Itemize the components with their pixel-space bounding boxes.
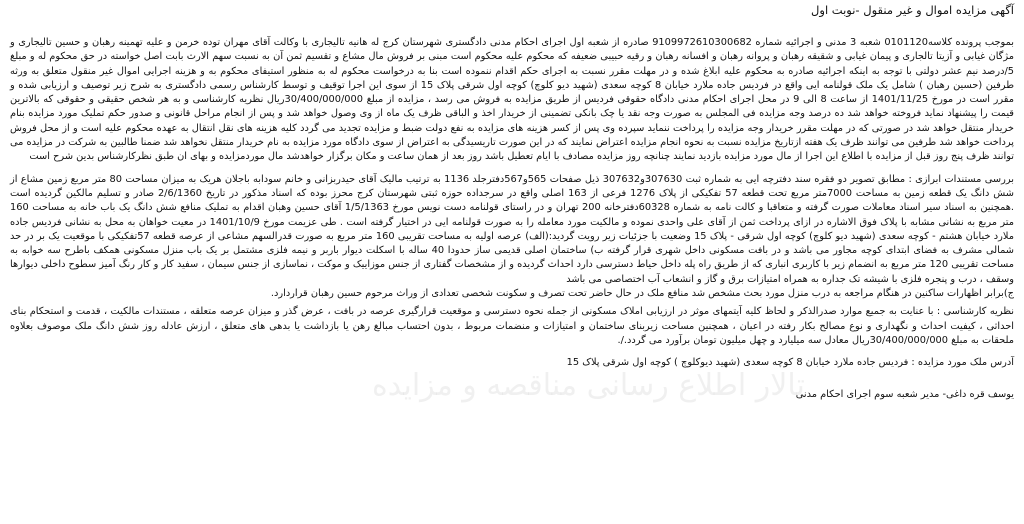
signature-line: یوسف قره داغی- مدیر شعبه سوم اجرای احکام مدنی — [795, 389, 1014, 401]
watermark: تالار اطلاع رسانی مناقصه و مزایده — [372, 368, 805, 403]
property-address: آدرس ملک مورد مزایده : فردیس جاده ملارد خیابان 8 کوچه سعدی (شهید دیوکلوچ ) کوچه اول شرقی پلاک 15 — [566, 357, 1014, 369]
inspection-paragraph: بررسی مستندات ابرازی : مطابق تصویر دو فقره سند دفترچه ایی به شماره ثبت 307630و307632 ذیل صفحات 565و567دفترجلد 1136 به ترتیب مالیک آقای حیدربزانی و خانم سودابه باجلان هریک به میزان مساحت 80 متر مربع زمین مشاع از شش دانگ یک قطعه زمین به مساحت 7000متر مربع تحت قطعه 57 تفکیکی از پلاک 1276 فرعی از 163 اصلی واقع در سرجداده حوزه ثبتی شهرستان کرج محرز بوده که اسناد مذکور در تاریخ 2/6/1360 صادر و تسلیم مالکین گردیده است .همچنین به اسناد سیر اسناد معاملات صورت گرفته و متعاقبا و کالت نامه به شماره 60328دفترخانه 200 تهران و در راستای قولنامه دست نویس مورخ 1/5/1363 آقای حسین وهبان اقدام به تملیک منافع شش دانگ یک باب خانه به مساحت 160 متر مربع به نشانی مشابه با پلاک فوق الاشاره در ازای پرداخت ثمن از آقای علی واحدی نموده و مالکیت مورد معامله را به صورت قولنامه ایی در اختیار گرفته است . طی عزیمت مورخ 1401/10/9 در معیت خواهان به محل به نشانی فردیس جاده ملارد خیابان هشتم - کوچه سعدی (شهید دیو کلوچ) کوچه اول شرقی - پلاک 15 وضعیت با جزئیات زیر رویت گردید:(الف) عرصه اولیه به مساحت تقریبی 160 متر مربع به صورت قدرالسهم مشاعی از عرصه قطعه 57تفکیکی با موقعیت یک بر در حد شمالی مشرف به فضای ابتدای کوچه مجاور می باشد و در بافت مسکونی داخل شهری قرار گرفته ب) ساختمان اصلی قدیمی ساز حدودا 40 ساله با اسکلت دیوار باربر و نیمه فلزی مشتمل بر یک باب منزل مسکونی همکف باطرح سه خوابه به مساحت تقریبی 120 متر مربع به انضمام زیر با کاربری انباری که از طریق راه پله داخل حیاط دسترسی دارد احداث گردیده و از مشخصات گفتاری از جنس موزاییک و موکت ، نماسازی از جنس سیمان ، سفید کار و کار رنگ آمیز سطوح داخلی دیوارها وسقف ، درب و پنجره فلزی با شیشه تک جداره به همراه امتیازات برق و گاز و انشعاب آب اختصاصی می باشد — [10, 173, 1015, 285]
occupancy-paragraph: ج)برابر اظهارات ساکنین در هنگام مراجعه به درب منزل مورد بحث مشخص شد منافع ملک در حال حاضر تحت تصرف و سکونت شخصی تعدادی از وراث مرحوم حسین رهبان قراردارد. — [270, 288, 1014, 300]
notice-main-paragraph: بموجب پرونده کلاسه0101120 شعبه 3 مدنی و اجرائیه شماره 9109972610300682 صادره از شعبه اول اجرای احکام مدنی دادگستری شهرستان کرج له هانیه تالیجاری با وکالت آقای مهران توده خرمن و علیه تهمینه رهبان و حسین تالیجاری و مژگان غیابی و آزیتا تالجاری و پیمان غیابی و شقیقه رهبان و پروانه رهبان و افسانه رهبان و رقیه حبیبی ضعیفه که محکوم علیه محکوم است مبنی بر فروش مال مشاع و تقسیم ثمن آن به نسبت سهم الارث بابت اصل خواسته در حق محکوم له و مبلغ 5/درصد نیم عشر دولتی با توجه به اینکه اجرائیه صادره به محکوم علیه ابلاغ شده و در مهلت مقرر نسبت به اجرای حکم اقدام ننموده است بنا به درخواست محکوم له به منظور استیفای محکوم به و هزینه اجرایی اموال غیر منقول متعلق به ورثه طرفین (حسین رهبان ) شامل یک ملک قولنامه ایی واقع در فردیس جاده ملارد خیابان 8 کوچه سعدی (شهید دیو کلوچ) کوچه اول شرقی پلاک 15 از سوی این اجرا توقیف و توسط کارشناس رسمی دادگستری به شرح زیر توصیف و ارزیابی شده و مقرر است در مورخ 1401/11/25 از ساعت 8 الی 9 در محل اجرای احکام مدنی دادگاه حقوقی فردیس از طریق مزایده به فروش می رسد ، مزایده از مبلغ 30/400/000/000ریال نظریه کارشناسی و به هر شخص حقیقی و حقوقی که بالاترین قیمت را پیشنهاد نماید فروخته خواهد شد ده درصد وجه مزایده فی المجلس به صورت وجه نقد یا چک بانکی تضمینی از خریدار اخذ و الباقی ظرف یک ماه از وی وصول خواهد شد و پس از انجام مراحل قانونی و صدور حکم تملیک مورد مزایده بنام خریدار منتقل خواهد شد در صورتی که در مهلت مقرر خریدار وجه مزایده را پرداخت ننماید سپرده وی پس از کسر هزینه های مزایده به نفع دولت ضبط و مزایده تجدید می گردد کلیه هزینه های نقل انتقال به عهده محکوم علیه است و از محل فروش پرداخت خواهد شد طرفین می توانند ظرف یک هفته ازتاریخ مزایده نسبت به نحوه انجام مزایده اعتراض نمایند که در این صورت تاریسیدگی به اعتراض از سوی دادگاه مورد مزایده به نام خریدار منتقل نخواهد شد ضمنا طالبین به شرکت در مزایده می توانند ظرف پنج روز قبل از مزایده با اطلاع این اجرا از مال مورد مزایده بازدید نمایند چنانچه روز مزایده مصادف با ایام تعطیل باشد روز بعد از همان ساعت و مکان برگزار خواهدشد مال موردمزایده و بهای ان طبق نظرکارشناس بدین شرح است — [10, 37, 1014, 163]
expert-opinion-paragraph: نظریه کارشناسی : با عنایت به جمیع موارد صدرالذکر و لحاظ کلیه آیتمهای موثر در ارزیابی املاک مسکونی از جمله نحوه دسترسی و موقعیت قرارگیری عرصه در بافت ، عرض گذر و میزان عرصه متعلقه ، مستندات مالکیت ، قدمت و استحکام بنای احداثی ، کیفیت احداث و نگهداری و نوع مصالح بکار رفته در اعیان ، همچنین مساحت زیربنای ساختمان و امتیازات و منضمات مربوط ، بدون احتساب مبالغ رهن یا بازداشت یا بدهی های متعلق ، ارزش عادله روز شش دانگ ملک موصوف بعلاوه ملحقات به مبلغ 30/400/000/000ریال معادل سه میلیارد و چهل میلیون تومان برآورد می گردد./. — [10, 306, 1014, 346]
notice-title: آگهی مزایده اموال و غیر منقول -نوبت اول — [811, 3, 1014, 17]
